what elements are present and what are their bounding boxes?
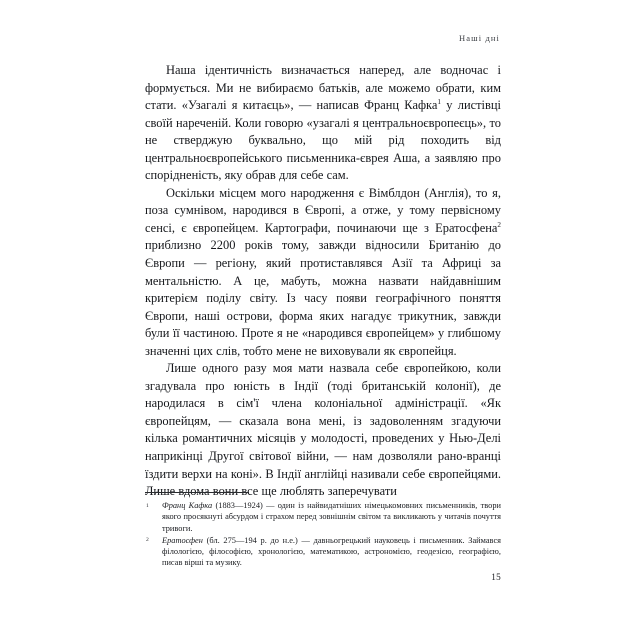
footnote-item (145, 535, 501, 569)
paragraph: Оскільки місцем мого народження є Вімблдон (Англія), то я, поза сумнівом, народився в Європі, а отже, у тому первісному сенсі, є європейцем. Картографи, починаючи ще з Ератосфена$^2$ приблизно 2200 років тому, завжди відносили Британію до Європи — регіону, який протиставлявся Азії та Африці за ментальністю. А це, мабуть, можна назвати найдавнішим критерієм поділу світу. Із часу появи географічного поняття Європи, наші острови, форма яких нагадує трикутник, завжди були її частиною. Проте я не «народився європейцем» у глибшому значенні цих слів, тобто мене не виховували як європейця. (145, 185, 501, 358)
footnote-reference[interactable]: 1 (437, 97, 441, 106)
footnote-marker: 2 (146, 537, 149, 544)
footnotes-section (145, 492, 501, 570)
paragraph: Лише одного разу моя мати назвала себе європейкою, коли згадувала про юність в Індії (тоді британській колонії), де народилася в сім'ї члена колоніальної адміністрації. «Як європейцям, — сказала вона мені, із задоволенням згадуючи кілька романтичних місяців у молодості, проведених у Нью-Делі наприкінці Другої світової війни, — нам дозволяли рано-вранці їздити верхи на коні». В Індії англійці називали себе європейцями. Лише вдома вони все ще люблять заперечувати (145, 361, 501, 499)
running-head: Наші дні (459, 33, 500, 43)
footnote-marker: 1 (146, 502, 149, 509)
footnote-term: Франц Кафка (162, 501, 213, 510)
paragraph: Наша ідентичність визначається наперед, але водночас і формується. Ми не вибираємо батьків, але можемо обрати, ким стати. «Узагалі я китаєць», — написав Франц Кафка$^1$ у листівці своїй нареченій. Коли говорю «узагалі я центральноєвропеєць», то не стверджую буквально, що мій рід походить від центральноєвропейського письменника-єврея Аша, а заявляю про спорідненість, яку обрав для себе сам. (145, 63, 501, 183)
footnote-item (145, 500, 501, 534)
page-number: 15 (491, 572, 501, 582)
footnote-term: Ератосфен (162, 535, 203, 545)
body-text-block (145, 62, 501, 501)
footnote-text: (бл. 275—194 р. до н.е.) — давньогрецький науковець і письменник. Займався філологією, філософією, хронологією, математикою, астрономією, геодезією, географією, писав вірші та музику. (162, 535, 501, 568)
footnote-separator-rule (145, 492, 249, 493)
footnote-reference[interactable]: 2 (497, 220, 501, 229)
footnote-text: (1883—1924) — один із найвидатніших німецькомовних письменників, твори якого просякнуті абсурдом і страхом перед зовнішнім світом та викликають у читачів почуття тривоги. (162, 501, 501, 533)
